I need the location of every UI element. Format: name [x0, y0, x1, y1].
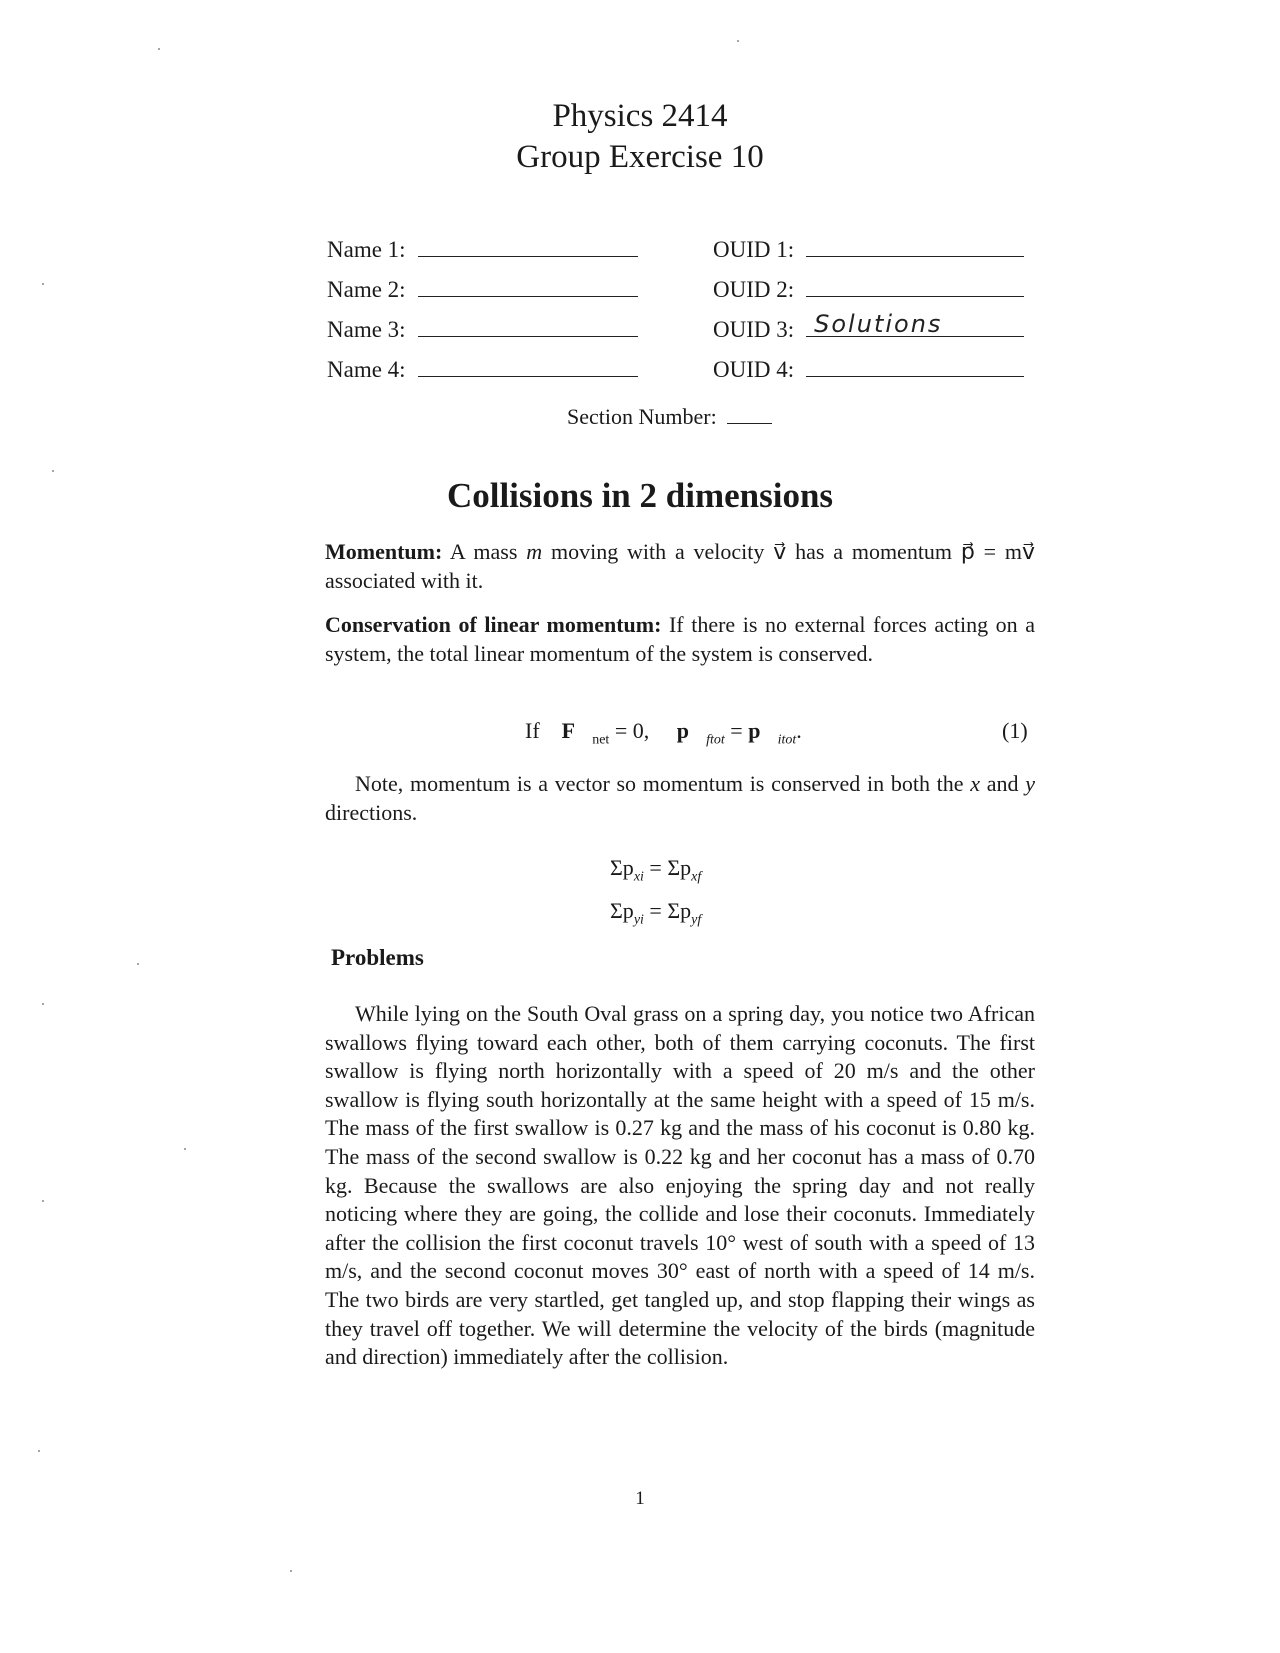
sum-x-left: Σp: [610, 855, 634, 880]
eq-pf: p⃗: [676, 718, 707, 743]
name-2-field[interactable]: [327, 276, 638, 303]
scan-speck: [158, 48, 160, 50]
scan-speck: [737, 40, 739, 42]
scan-speck: [38, 1450, 40, 1452]
eq-if: If: [525, 718, 540, 743]
momentum-label: Momentum:: [325, 539, 443, 564]
sum-y-right: = Σp: [649, 898, 692, 923]
conservation-paragraph: [325, 610, 1035, 668]
section-number-field[interactable]: [567, 403, 772, 430]
ouid-2-line[interactable]: [806, 276, 1024, 297]
section-number-label: Section Number:: [567, 404, 717, 429]
name-3-field[interactable]: [327, 316, 638, 343]
eq-pf-sub: ftot: [706, 732, 725, 748]
handwritten-solutions: Solutions: [814, 310, 943, 338]
ouid-1-line[interactable]: [806, 236, 1024, 257]
page-number: 1: [635, 1488, 645, 1509]
momentum-text-a: A mass: [449, 539, 518, 564]
name-2-label: Name 2:: [327, 277, 406, 302]
section-number-line[interactable]: [727, 403, 772, 424]
ouid-3-line[interactable]: [806, 310, 1024, 338]
sum-x-sub-i: xi: [633, 869, 644, 885]
momentum-equation: p⃗ = mv⃗: [960, 539, 1036, 564]
section-title: Collisions in 2 dimensions: [446, 476, 834, 515]
eq-fnet-rest: = 0,: [614, 718, 650, 743]
ouid-4-label: OUID 4:: [713, 357, 795, 382]
problem-paragraph: While lying on the South Oval grass on a spring day, you notice two African swallows flying toward each other, both of them carrying coconuts. The first swallow is flying north horizontally with a speed of 20 m/s and the other swallow is flying south horizontally at the same height with a speed of 15 m/s. The mass of the first swallow is 0.27 kg and the mass of his coconut is 0.80 kg. The mass of the second swallow is 0.22 kg and her coconut has a mass of 0.70 kg. Because the swallows are also enjoying the spring day and not really noticing where they are going, the collide and lose their coconuts. Immediately after the collision the first coconut travels 10° west of south with a speed of 13 m/s, and the second coconut moves 30° east of north with a speed of 14 m/s. The two birds are very startled, get tangled up, and stop flapping their wings as they travel off together. We will determine the velocity of the birds (magnitude and direction) immediately after the collision.: [325, 1001, 1035, 1370]
equation-1: [525, 718, 802, 748]
name-1-line[interactable]: [418, 236, 638, 257]
scan-speck: [42, 1003, 44, 1005]
momentum-text-b: moving with a velocity: [550, 539, 765, 564]
sum-y-sub-i: yi: [633, 912, 644, 928]
sum-y-equation: [610, 898, 701, 928]
symbol-m: m: [526, 539, 543, 564]
momentum-paragraph: [325, 537, 1035, 595]
ouid-1-label: OUID 1:: [713, 237, 795, 262]
note-x: x: [970, 771, 981, 796]
eq-equals: =: [730, 718, 743, 743]
ouid-4-field[interactable]: [713, 356, 1024, 383]
note-and: and: [986, 771, 1019, 796]
note-y: y: [1025, 771, 1036, 796]
conservation-text: If there is no external forces acting on a system, the total linear momentum of the system is conserved.: [325, 612, 1035, 666]
name-1-field[interactable]: [327, 236, 638, 263]
momentum-text-d: associated with it.: [325, 568, 484, 593]
problems-heading: Problems: [331, 945, 424, 970]
sum-y-left: Σp: [610, 898, 634, 923]
scan-speck: [42, 1200, 44, 1202]
note-paragraph: [325, 769, 1035, 827]
name-4-field[interactable]: [327, 356, 638, 383]
name-4-label: Name 4:: [327, 357, 406, 382]
name-3-line[interactable]: [418, 316, 638, 337]
name-1-label: Name 1:: [327, 237, 406, 262]
sum-x-equation: [610, 855, 701, 885]
scan-speck: [137, 963, 139, 965]
exercise-title: Group Exercise 10: [516, 139, 764, 175]
eq-end: .: [796, 718, 802, 743]
sum-x-right: = Σp: [649, 855, 692, 880]
name-4-line[interactable]: [418, 356, 638, 377]
eq-fnet-sub: net: [592, 732, 610, 748]
name-2-line[interactable]: [418, 276, 638, 297]
ouid-3-label: OUID 3:: [713, 317, 795, 342]
scan-speck: [52, 470, 54, 472]
scan-speck: [184, 1148, 186, 1150]
ouid-1-field[interactable]: [713, 236, 1024, 263]
ouid-2-field[interactable]: [713, 276, 1024, 303]
ouid-3-field[interactable]: [713, 310, 1024, 343]
note-text-b: directions.: [325, 800, 418, 825]
eq-pi: p⃗: [748, 718, 778, 743]
ouid-2-label: OUID 2:: [713, 277, 795, 302]
conservation-label: Conservation of linear momentum:: [325, 612, 662, 637]
course-title: Physics 2414: [552, 98, 728, 134]
equation-1-number: (1): [1002, 718, 1028, 743]
scan-speck: [290, 1570, 292, 1572]
ouid-4-line[interactable]: [806, 356, 1024, 377]
scan-speck: [42, 283, 44, 285]
sum-x-sub-f: xf: [691, 869, 702, 885]
eq-pi-sub: itot: [777, 732, 797, 748]
note-text-a: Note, momentum is a vector so momentum is conserved in both the: [355, 771, 964, 796]
sum-y-sub-f: yf: [691, 912, 702, 928]
name-3-label: Name 3:: [327, 317, 406, 342]
symbol-v: v⃗: [773, 539, 787, 564]
eq-fnet: F⃗: [561, 718, 593, 743]
momentum-text-c: has a momentum: [795, 539, 953, 564]
